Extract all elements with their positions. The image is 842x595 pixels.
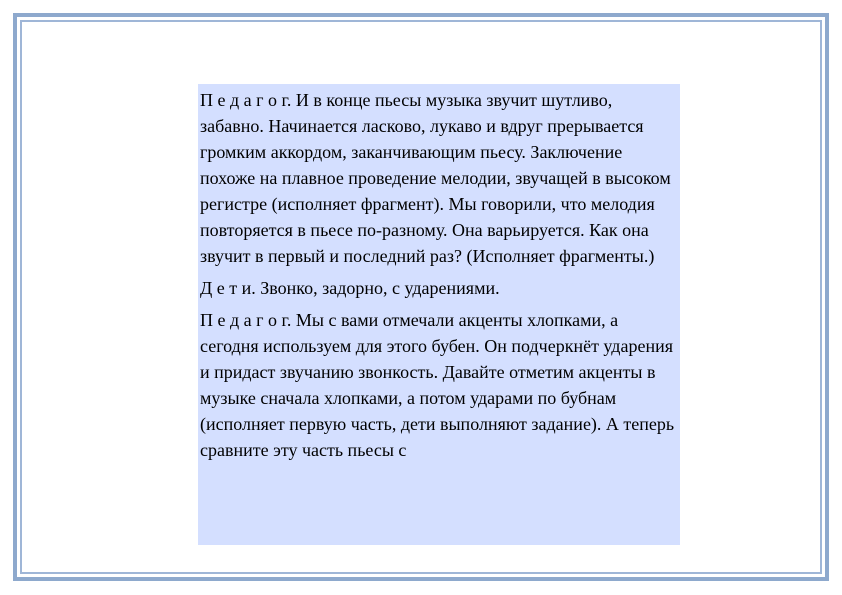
paragraph-children <box>200 275 678 301</box>
text-block <box>198 84 680 545</box>
speaker-label: П е д а г о г. <box>200 310 292 330</box>
paragraph-teacher-2 <box>200 307 678 463</box>
paragraph-teacher-1 <box>200 87 678 269</box>
speaker-label: Д е т и. <box>200 278 256 298</box>
paragraph-text: Мы с вами отмечали акценты хлопками, а сегодня используем для этого бубен. Он подчеркнёт ударения и придаст звучанию звонкость. Давайте отметим акценты в музыке сначала хлопками, а потом ударами по бубнам (исполняет первую часть, дети выполняют задание). А теперь сравните эту часть пьесы с <box>200 310 675 460</box>
paragraph-text: И в конце пьесы музыка звучит шутливо, забавно. Начинается ласково, лукаво и вдруг прерывается громким аккордом, заканчивающим пьесу. Заключение похоже на плавное проведение мелодии, звучащей в высоком регистре (исполняет фрагмент). Мы говорили, что мелодия повторяется в пьесе по-разному. Она варьируется. Как она звучит в первый и последний раз? (Исполняет фрагменты.) <box>200 90 671 266</box>
speaker-label: П е д а г о г. <box>200 90 292 110</box>
paragraph-text: Звонко, задорно, с ударениями. <box>260 278 500 298</box>
